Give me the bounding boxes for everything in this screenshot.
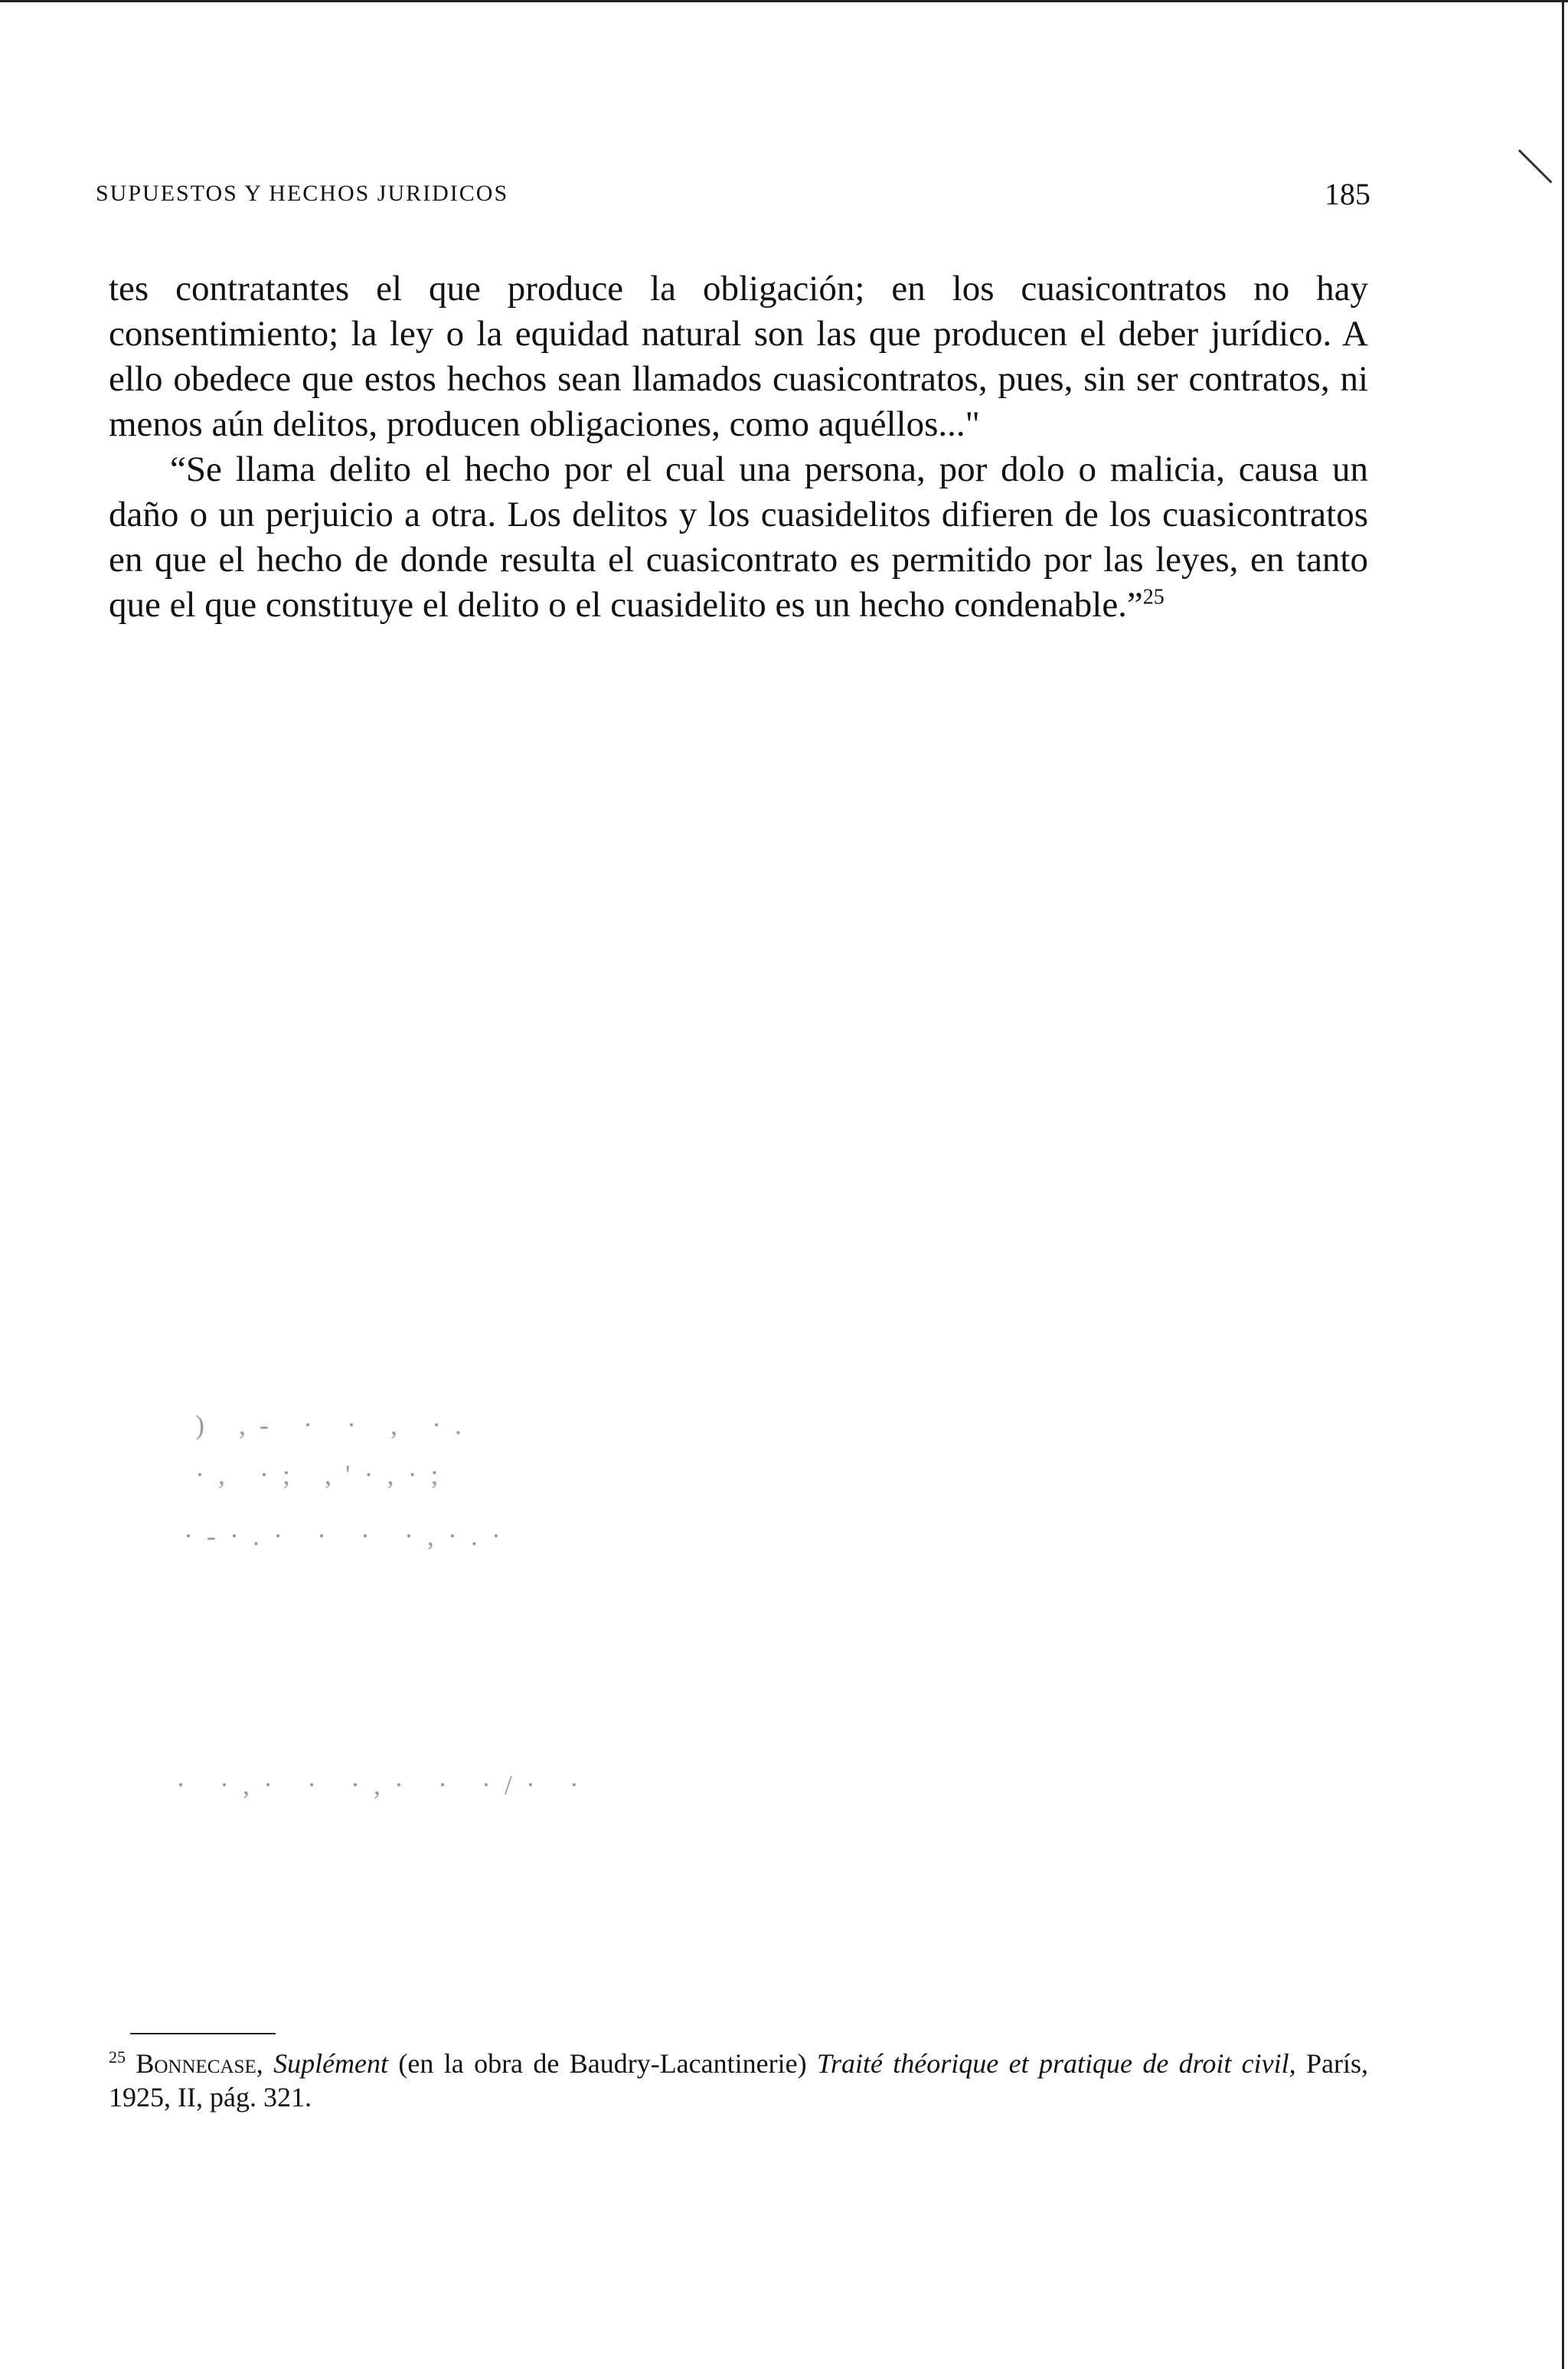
header-title: SUPUESTOS Y HECHOS JURIDICOS	[96, 181, 509, 206]
footnote-author: Bonnecase,	[136, 2048, 263, 2079]
body-text	[109, 266, 1368, 628]
footnote-number: 25	[109, 2047, 126, 2067]
paragraph-2	[109, 447, 1368, 628]
paragraph-2-text: “Se llama delito el hecho por el cual una persona, por dolo o malicia, causa un daño o un perjuicio a otra. Los delitos y los cuasidelitos difieren de los cuasicontratos en que el hecho de donde resulta el cuasicontrato es permitido por las leyes, en tanto que el que constituye el delito o el cuasidelito es un hecho condenable.”	[109, 449, 1368, 625]
stray-marks-1: ) ,- · · , ·.	[195, 1410, 475, 1440]
stray-marks-2: ·, ·; ,'·,·;	[195, 1459, 452, 1490]
stray-marks-3: ·-·.· · · ·,·.·	[184, 1521, 514, 1551]
stray-marks-4: · ·,· · ·,· · ·/· ·	[176, 1769, 593, 1800]
footnote-text-2: París, 1925, II, pág. 321.	[109, 2048, 1369, 2112]
footnote-rule	[130, 2033, 276, 2034]
footnote	[109, 2047, 1368, 2114]
footnote-text-1: (en la obra de Baudry-Lacantinerie)	[398, 2048, 807, 2079]
paragraph-1: tes contratantes el que produce la obligación; en los cuasicontratos no hay consentimiento; la ley o la equidad natural son las que producen el deber jurídico. A ello obedece que estos hechos sean llamados cuasicontratos, pues, sin ser contratos, ni menos aún delitos, producen obligaciones, como aquéllos..."	[109, 269, 1368, 444]
footnote-title-2: Traité théorique et pratique de droit civil,	[816, 2048, 1296, 2079]
page-border-right	[1562, 0, 1564, 2369]
corner-mark	[1518, 149, 1553, 184]
running-header	[96, 177, 1370, 211]
footnote-title-1: Suplément	[273, 2048, 389, 2079]
page-border-top	[0, 0, 1568, 2]
page-number: 185	[1325, 177, 1370, 211]
footnote-reference: 25	[1142, 585, 1165, 609]
